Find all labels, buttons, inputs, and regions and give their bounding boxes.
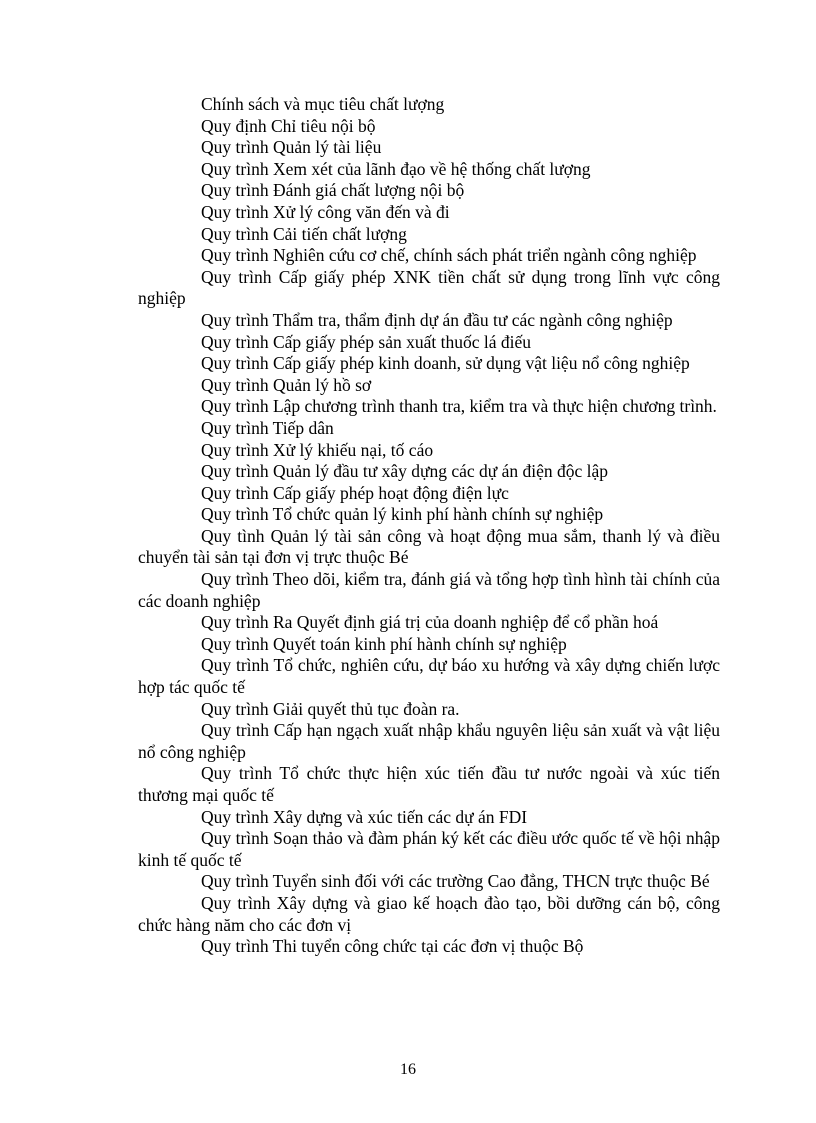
list-item: Quy trình Tổ chức quản lý kinh phí hành chính sự nghiệp (201, 504, 604, 525)
list-item: Quy trình Cấp giấy phép kinh doanh, sử dụng vật liệu nổ công nghiệp (201, 353, 690, 374)
list-item: Quy trình Soạn thảo và đàm phán ký kết các điều ước quốc tế về hội nhập kinh tế quốc tế (138, 828, 720, 870)
list-item: Chính sách và mục tiêu chất lượng (201, 94, 445, 114)
list-item: Quy trình Cấp giấy phép sản xuất thuốc lá điếu (201, 331, 531, 352)
list-item: Quy trình Xử lý khiếu nại, tố cáo (201, 439, 434, 460)
page-number: 16 (400, 1061, 416, 1078)
list-item: Quy trình Tuyển sinh đối với các trường Cao đẳng, THCN trực thuộc Bé (201, 871, 710, 892)
list-item: Quy trình Tổ chức, nghiên cứu, dự báo xu hướng và xây dựng chiến lược hợp tác quốc tế (138, 655, 720, 698)
list-item: Quy trình Đánh giá chất lượng nội bộ (201, 180, 465, 201)
list-item: Quy trình Ra Quyết định giá trị của doanh nghiệp để cổ phần hoá (201, 612, 659, 633)
list-item: Quy trình Xử lý công văn đến và đi (201, 201, 450, 222)
list-item: Quy trình Quyết toán kinh phí hành chính sự nghiệp (201, 633, 567, 654)
list-item: Quy trình Giải quyết thủ tục đoàn ra. (201, 698, 460, 719)
list-item: Quy trình Thi tuyển công chức tại các đơn vị thuộc Bộ (201, 936, 584, 957)
procedure-list (138, 94, 720, 958)
list-item: Quy trình Cấp hạn ngạch xuất nhập khẩu nguyên liệu sản xuất và vật liệu nổ công nghiệp (138, 720, 720, 762)
list-item: Quy tình Quản lý tài sản công và hoạt động mua sắm, thanh lý và điều chuyển tài sản tại đơn vị trực thuộc Bé (138, 525, 720, 568)
list-item: Quy trình Xây dựng và xúc tiến các dự án FDI (201, 806, 528, 827)
list-item: Quy trình Nghiên cứu cơ chế, chính sách phát triển ngành công nghiệp (201, 245, 697, 266)
list-item: Quy trình Quản lý hồ sơ (201, 374, 372, 395)
list-item: Quy trình Cấp giấy phép hoạt động điện lực (201, 482, 509, 503)
list-item: Quy trình Quản lý tài liệu (201, 137, 382, 158)
list-item: Quy trình Quản lý đầu tư xây dựng các dự án điện độc lập (201, 461, 609, 482)
list-item: Quy trình Xem xét của lãnh đạo về hệ thống chất lượng (201, 158, 591, 179)
list-item: Quy định Chỉ tiêu nội bộ (201, 115, 376, 136)
list-item: Quy trình Xây dựng và giao kế hoạch đào tạo, bồi dưỡng cán bộ, công chức hàng năm cho các đơn vị (138, 892, 720, 935)
list-item: Quy trình Cấp giấy phép XNK tiền chất sử dụng trong lĩnh vực công nghiệp (138, 266, 720, 309)
list-item: Quy trình Thẩm tra, thẩm định dự án đầu tư các ngành công nghiệp (201, 309, 673, 330)
list-item: Quy trình Theo dõi, kiểm tra, đánh giá và tổng hợp tình hình tài chính của các doanh nghiệp (138, 569, 720, 611)
list-item: Quy trình Tổ chức thực hiện xúc tiến đầu tư nước ngoài và xúc tiến thương mại quốc tế (138, 763, 720, 805)
list-item: Quy trình Cải tiến chất lượng (201, 223, 407, 244)
list-item: Quy trình Lập chương trình thanh tra, kiểm tra và thực hiện chương trình. (201, 396, 717, 417)
list-item: Quy trình Tiếp dân (201, 417, 334, 438)
